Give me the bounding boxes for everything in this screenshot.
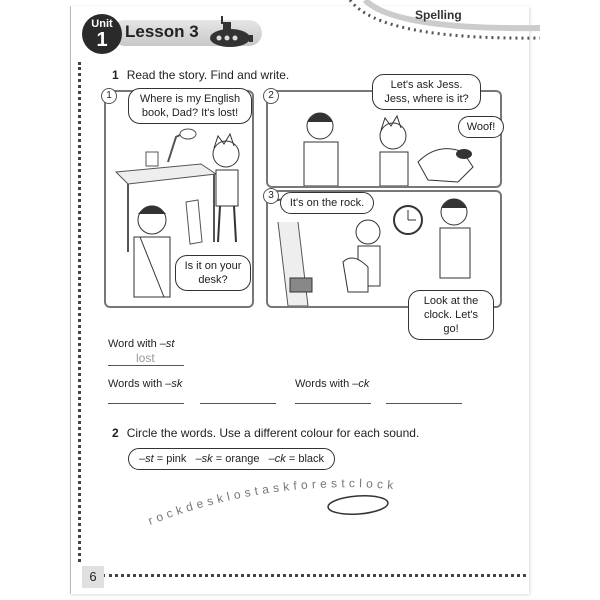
section-title: Spelling	[415, 8, 462, 22]
unit-badge	[82, 14, 122, 54]
word-st-answer: lost	[136, 351, 155, 365]
circled-word-example	[327, 494, 388, 516]
exercise-1-instruction: 1 Read the story. Find and write.	[112, 68, 290, 82]
panel-1-number: 1	[101, 88, 117, 104]
panel-3-number: 3	[263, 188, 279, 204]
colour-key: –st = pink –sk = orange –ck = black	[128, 448, 335, 470]
speech-bubble: It's on the rock.	[280, 192, 374, 214]
word-st-label: Word with –st	[108, 338, 175, 350]
answer-line[interactable]	[295, 403, 371, 404]
page-number: 6	[82, 566, 104, 588]
answer-line[interactable]	[386, 403, 462, 404]
speech-bubble: Is it on your desk?	[175, 255, 251, 291]
unit-label: Unit	[91, 18, 113, 30]
speech-bubble: Where is my English book, Dad? It's lost!	[128, 88, 252, 124]
panel-2-number: 2	[263, 88, 279, 104]
words-ck-label: Words with –ck	[295, 378, 370, 390]
speech-bubble: Look at the clock. Let's go!	[408, 290, 494, 340]
exercise-1-number: 1	[112, 68, 119, 82]
letter-arc-puzzle	[130, 470, 450, 550]
answer-line[interactable]	[200, 403, 276, 404]
submarine-icon	[205, 12, 255, 50]
page-border-left	[78, 62, 81, 562]
unit-number: 1	[96, 29, 108, 51]
words-sk-label: Words with –sk	[108, 378, 183, 390]
speech-bubble: Woof!	[458, 116, 504, 138]
answer-line[interactable]	[108, 403, 184, 404]
answer-line[interactable]	[108, 365, 184, 366]
exercise-2-number: 2	[112, 426, 119, 440]
lesson-title: Lesson 3	[125, 22, 199, 41]
page-border-bottom	[102, 574, 526, 577]
exercise-2-instruction: 2 Circle the words. Use a different colour for each sound.	[112, 426, 420, 440]
speech-bubble: Let's ask Jess. Jess, where is it?	[372, 74, 481, 110]
letter-string[interactable]: rockdesklostaskforestclock	[146, 476, 399, 528]
